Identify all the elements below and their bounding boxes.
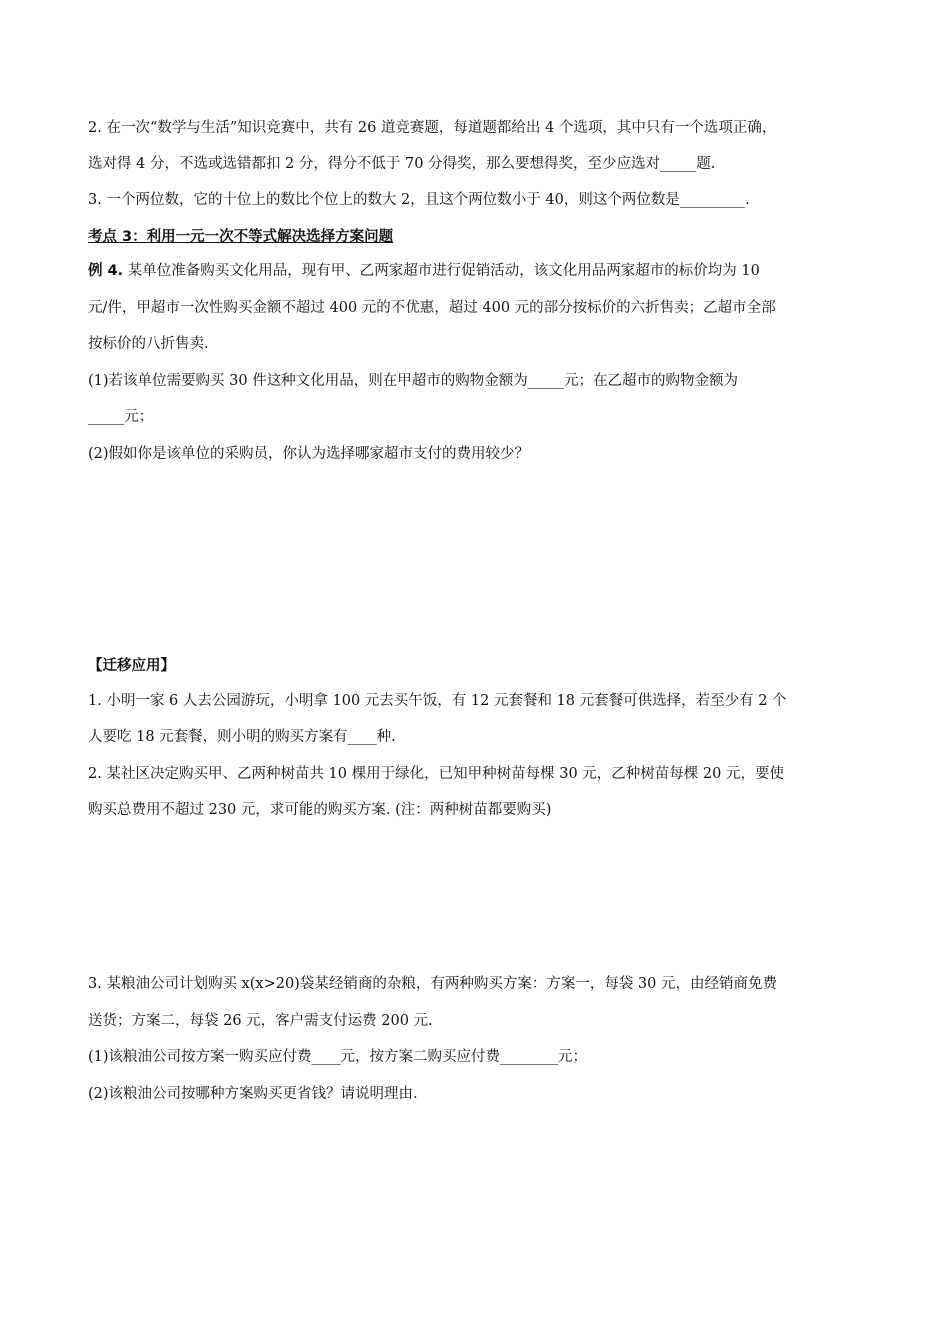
transfer-q1-line-1: 1. 小明一家 6 人去公园游玩，小明拿 100 元去买午饭，有 12 元套餐和 18 元套餐可供选择，若至少有 2 个 bbox=[88, 693, 787, 709]
example-4-label: 例 4. bbox=[88, 263, 124, 279]
transfer-q3-line-1: 3. 某粮油公司计划购买 x(x>20)袋某经销商的杂粮，有两种购买方案：方案一，每袋 30 元，由经销商免费 bbox=[88, 976, 777, 992]
example-4-part-2: (2)假如你是该单位的采购员，你认为选择哪家超市支付的费用较少？ bbox=[88, 446, 530, 462]
example-4-part-1-line-2: _____元； bbox=[88, 409, 154, 425]
transfer-q2-line-1: 2. 某社区决定购买甲、乙两种树苗共 10 棵用于绿化，已知甲种树苗每棵 30 元，乙种树苗每棵 20 元，要使 bbox=[88, 766, 784, 782]
question-2-line-2: 选对得 4 分，不选或选错都扣 2 分，得分不低于 70 分得奖，那么要想得奖，至少应选对_____题. bbox=[88, 156, 716, 172]
example-4-line-1 bbox=[88, 261, 760, 281]
transfer-heading: 【迁移应用】 bbox=[88, 658, 175, 674]
example-4-line-2: 元/件，甲超市一次性购买金额不超过 400 元的不优惠，超过 400 元的部分按标价的六折售卖；乙超市全部 bbox=[88, 300, 776, 316]
transfer-q3-part-2: (2)该粮油公司按哪种方案购买更省钱？请说明理由. bbox=[88, 1086, 418, 1102]
example-4-line-3: 按标价的八折售卖. bbox=[88, 336, 209, 352]
example-4-part-1-line-1: (1)若该单位需要购买 30 件这种文化用品，则在甲超市的购物金额为_____元；在乙超市的购物金额为 bbox=[88, 373, 738, 389]
transfer-q3-part-1: (1)该粮油公司按方案一购买应付费____元，按方案二购买应付费________元； bbox=[88, 1049, 588, 1065]
transfer-q3-line-2: 送货；方案二，每袋 26 元，客户需支付运费 200 元. bbox=[88, 1013, 433, 1029]
transfer-q2-line-2: 购买总费用不超过 230 元，求可能的购买方案. (注：两种树苗都要购买) bbox=[88, 802, 552, 818]
topic-3-heading: 考点 3：利用一元一次不等式解决选择方案问题 bbox=[88, 229, 394, 245]
example-4-text: 某单位准备购买文化用品，现有甲、乙两家超市进行促销活动，该文化用品两家超市的标价均为 10 bbox=[123, 263, 760, 279]
question-2-line-1: 2. 在一次“数学与生活”知识竞赛中，共有 26 道竞赛题，每道题都给出 4 个选项，其中只有一个选项正确， bbox=[88, 120, 777, 136]
question-3-line-1: 3. 一个两位数，它的十位上的数比个位上的数大 2，且这个两位数小于 40，则这个两位数是_________. bbox=[88, 192, 750, 208]
transfer-q1-line-2: 人要吃 18 元套餐，则小明的购买方案有____种. bbox=[88, 729, 396, 745]
